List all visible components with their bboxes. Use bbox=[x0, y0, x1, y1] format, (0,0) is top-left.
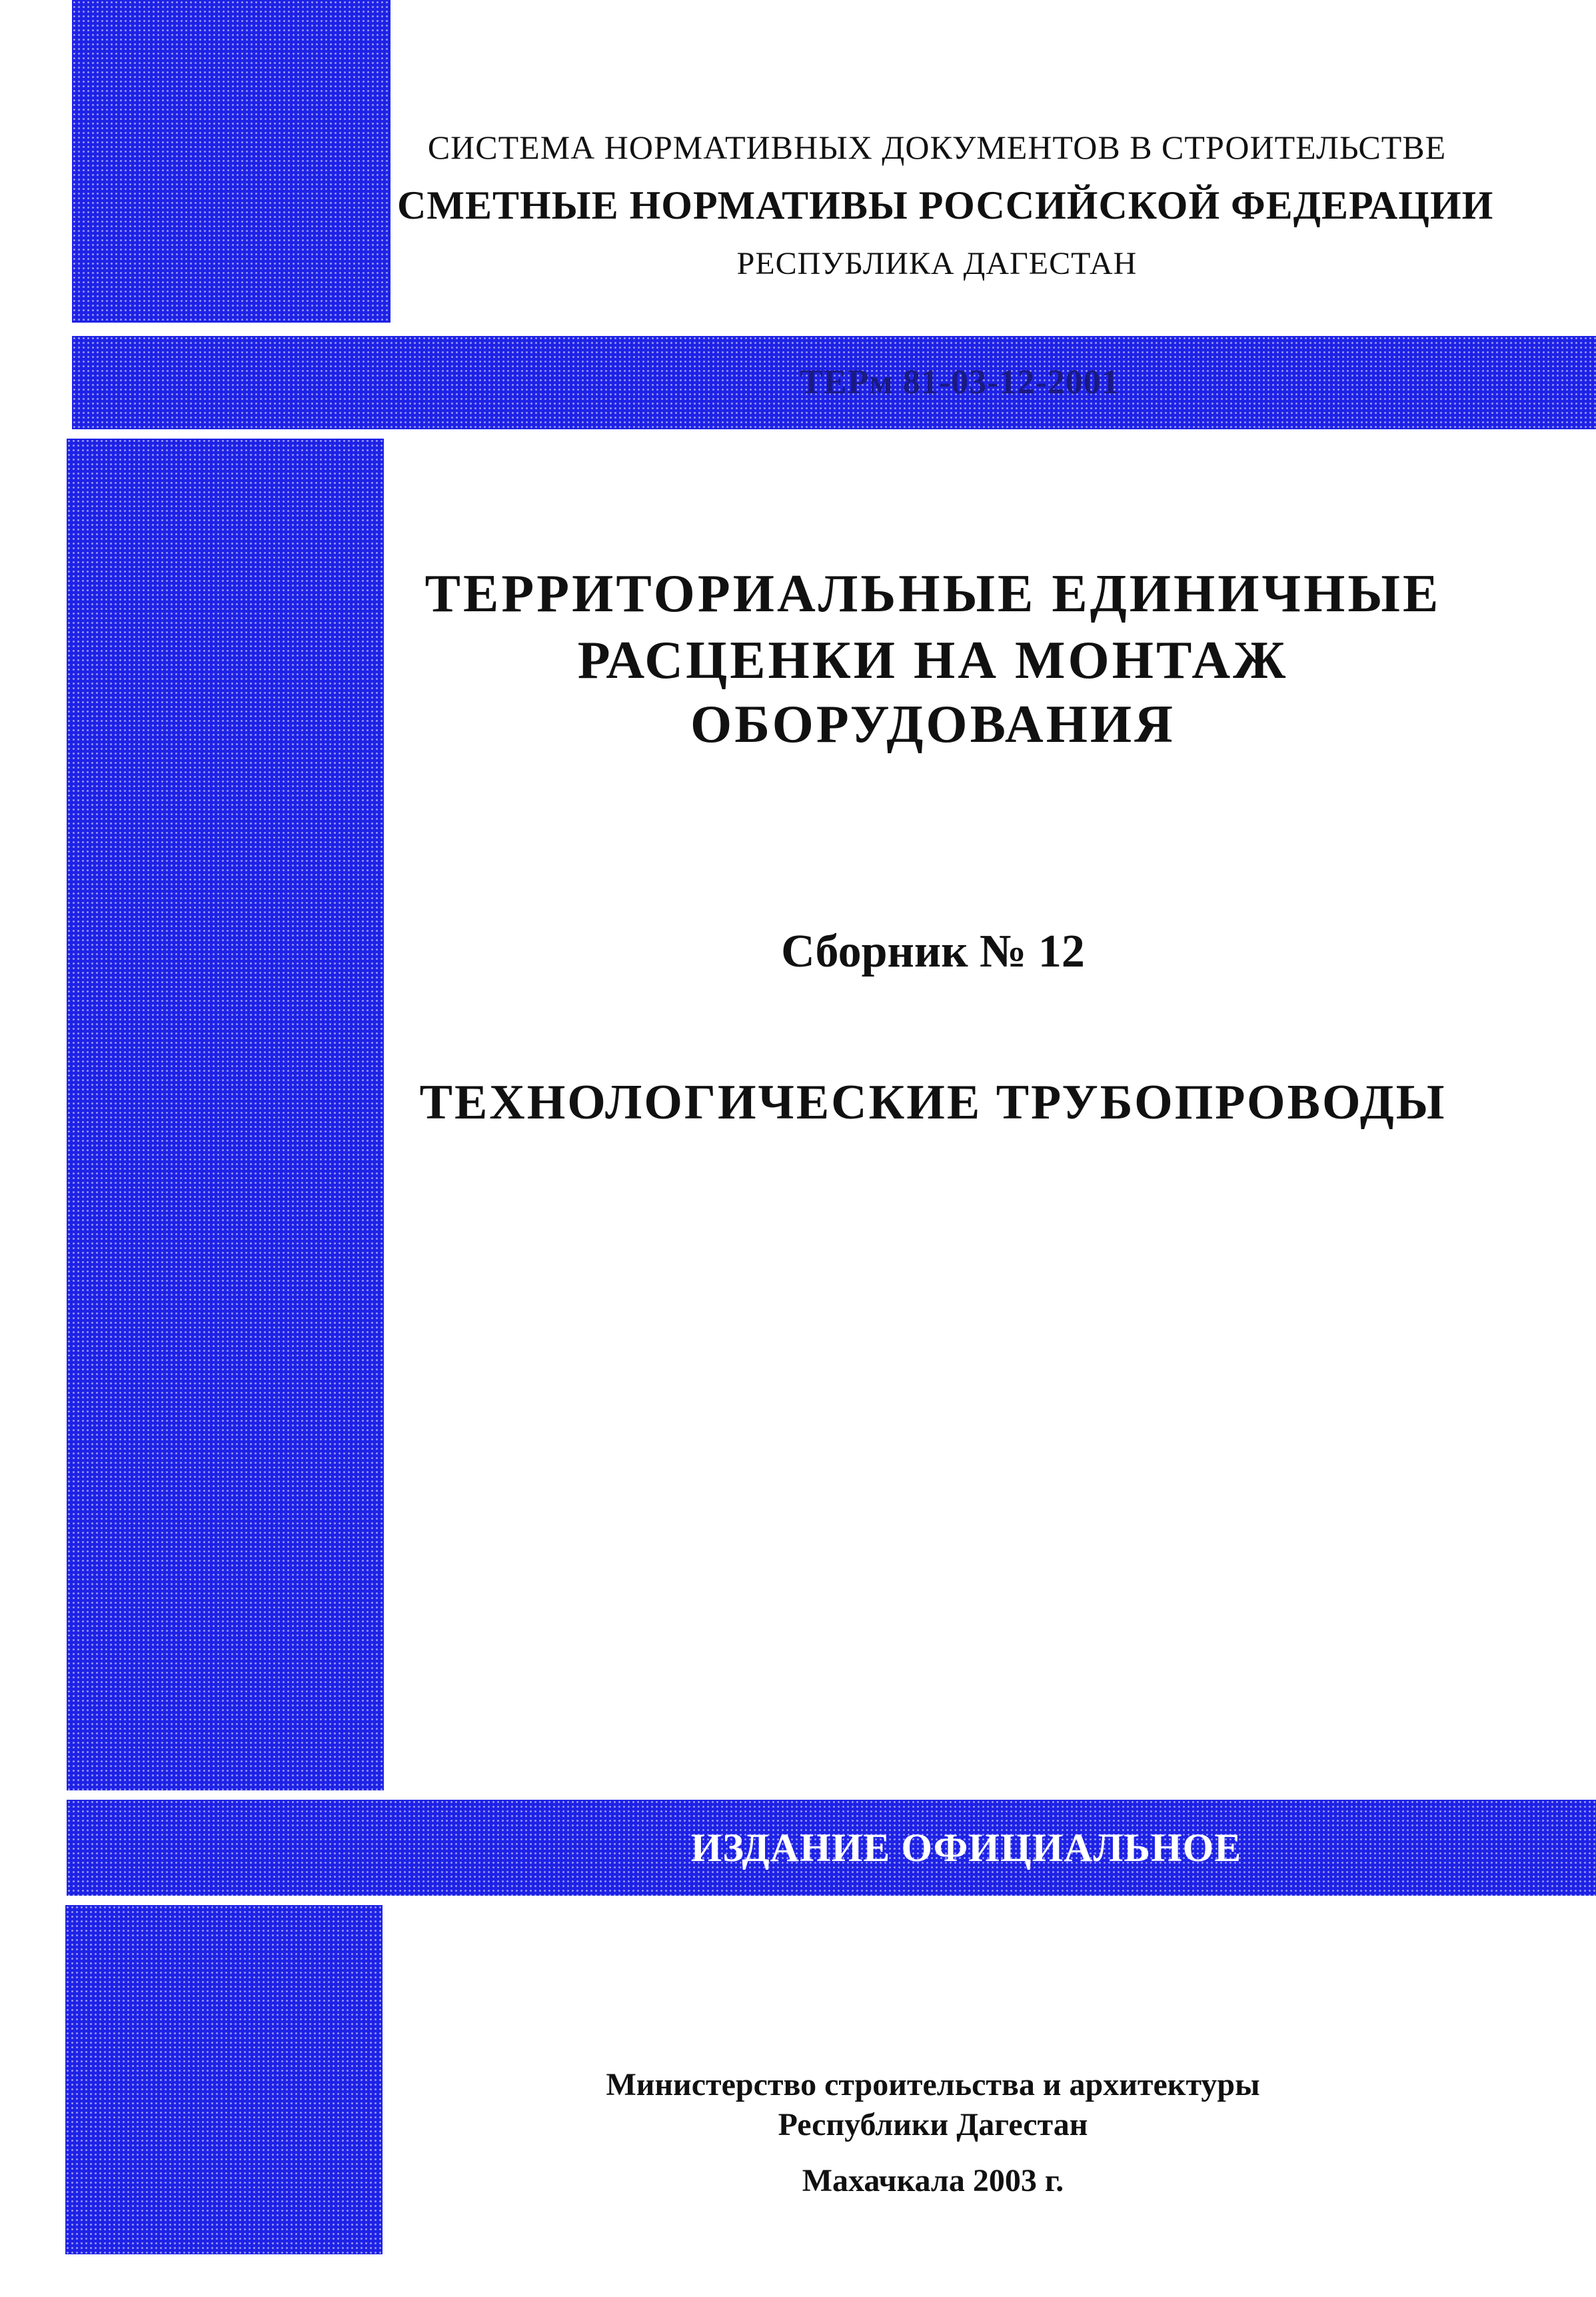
blue-column-bottom bbox=[65, 1905, 383, 2254]
title-line-1: ТЕРРИТОРИАЛЬНЫЕ ЕДИНИЧНЫЕ bbox=[424, 565, 1441, 623]
collection-label: Сборник № 12 bbox=[781, 926, 1085, 977]
publisher-city-year: Махачкала 2003 г. bbox=[802, 2163, 1064, 2198]
blue-column-middle bbox=[67, 439, 384, 1790]
title-line-3: ОБОРУДОВАНИЯ bbox=[690, 695, 1176, 754]
series-line: СМЕТНЫЕ НОРМАТИВЫ РОССИЙСКОЙ ФЕДЕРАЦИИ bbox=[397, 183, 1494, 227]
publisher-line-2: Республики Дагестан bbox=[778, 2107, 1088, 2142]
collection-subject: ТЕХНОЛОГИЧЕСКИЕ ТРУБОПРОВОДЫ bbox=[419, 1075, 1447, 1130]
document-code: ТЕРм 81-03-12-2001 bbox=[800, 363, 1120, 401]
title-line-2: РАСЦЕНКИ НА МОНТАЖ bbox=[577, 631, 1289, 690]
official-edition: ИЗДАНИЕ ОФИЦИАЛЬНОЕ bbox=[690, 1826, 1242, 1870]
region-line: РЕСПУБЛИКА ДАГЕСТАН bbox=[736, 246, 1138, 281]
publisher-line-1: Министерство строительства и архитектуры bbox=[606, 2067, 1260, 2102]
blue-block-top-left bbox=[72, 0, 391, 323]
system-line: СИСТЕМА НОРМАТИВНЫХ ДОКУМЕНТОВ В СТРОИТЕЛЬСТВЕ bbox=[427, 129, 1447, 166]
